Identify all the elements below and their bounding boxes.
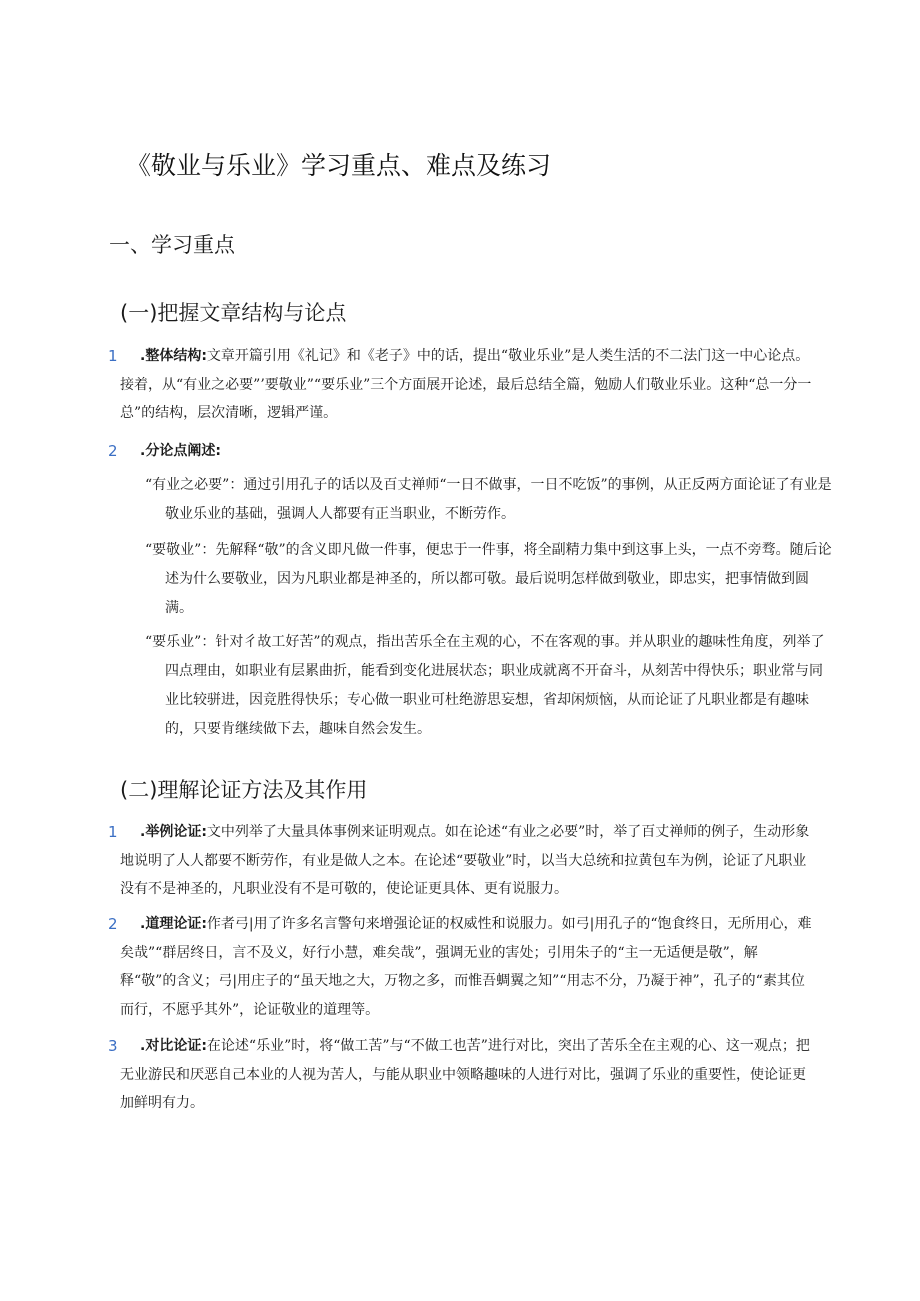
list-number: 1 [108,347,118,365]
list-item [108,910,813,1024]
subsection-heading-argument-methods: (二)理解论证方法及其作用 [120,778,368,802]
list-number: 3 [108,1037,118,1055]
sub-point-paragraph: “有业之必要”：通过引用孔子的话以及百丈禅师“一日不做事，一日不吃饭”的事例，从正反两方面论证了有业是敬业乐业的基础，强调人人都要有正当职业，不断劳作。 [145,477,832,522]
list-item-body [108,437,813,466]
list-item-text: 在论述“乐业”时，将“做工苦”与“不做工也苦”进行对比，突出了苦乐全在主观的心、这一观点；把无业游民和厌恶自己本业的人视为苦人，与能从职业中领略趣味的人进行对比，强调了乐业的重要性，使论证更加鲜明有力。 [120,1038,810,1111]
list-item-label: .对比论证: [140,1038,207,1054]
list-number: 1 [108,823,118,841]
subsection-heading-structure: (一)把握文章结构与论点 [120,301,347,325]
sub-point-paragraph: “要乐业”：针对彳故工好苦”的观点，指出苦乐全在主观的心，不在客观的事。并从职业的趣味性角度，列举了四点理由，如职业有层累曲折，能看到变化进展状态；职业成就离不开奋斗，从刻苦中得快乐；职业常与同业比较骈进，因竞胜得快乐；专心做一职业可杜绝游思妄想，省却闲烦恼，从而论证了凡职业都是有趣味的，只要肯继续做下去，趣味自然会发生。 [145,634,825,737]
document-title: 《敬业与乐业》学习重点、难点及练习 [126,151,552,180]
list-number: 2 [108,915,118,933]
list-item-text: 文中列举了大量具体事例来证明观点。如在论述“有业之必要”时，举了百丈禅师的例子，生动形象地说明了人人都要不断劳作，有业是做人之本。在论述“要敬业”时，以当大总统和拉黄包车为例，论证了凡职业没有不是神圣的，凡职业没有不是可敬的，使论证更具体、更有说服力。 [120,824,810,897]
list-item-body [108,818,813,904]
list-item-body [108,1032,813,1118]
list-item [108,818,813,904]
list-item [108,437,813,466]
sub-point-paragraph: “要敬业”：先解释“敬”的含义即凡做一件事，便忠于一件事，将全副精力集中到这事上头，一点不旁骛。随后论述为什么要敬业，因为凡职业都是神圣的，所以都可敬。最后说明怎样做到敬业，即忠实，把事情做到圆满。 [145,542,832,616]
list-number: 2 [108,442,118,460]
list-item-body [108,910,813,1024]
section-heading-key-points: 一、学习重点 [109,233,235,257]
list-item-text: 文章开篇引用《礼记》和《老子》中的话，提出“敬业乐业”是人类生活的不二法门这一中心论点。接着，从“有业之必要”’要敬业”“要乐业”三个方面展开论述，最后总结全篇，勉励人们敬业乐业。这种“总一分一总”的结构，层次清晰，逻辑严谨。 [120,348,812,421]
list-item-label: .整体结构: [140,348,207,364]
list-item [108,1032,813,1118]
list-item-label: .道理论证: [140,916,207,932]
list-item-text: 作者弓|用了许多名言警句来增强论证的权威性和说服力。如弓|用孔子的“饱食终日，无所用心，难矣哉”“群居终日，言不及义，好行小慧，难矣哉”，强调无业的害处；引用朱子的“主一无适便是敬”，解释“敬”的含义；弓|用庄子的“虽天地之大，万物之多，而惟吾蜩翼之知”“用志不分，乃凝于神”，孔子的“素其位而行，不愿乎其外”，论证敬业的道理等。 [120,916,812,1018]
list-item-body [108,342,813,428]
list-item-label: .举例论证: [140,824,207,840]
list-item-label: .分论点阐述: [140,443,221,459]
list-item [108,342,813,428]
